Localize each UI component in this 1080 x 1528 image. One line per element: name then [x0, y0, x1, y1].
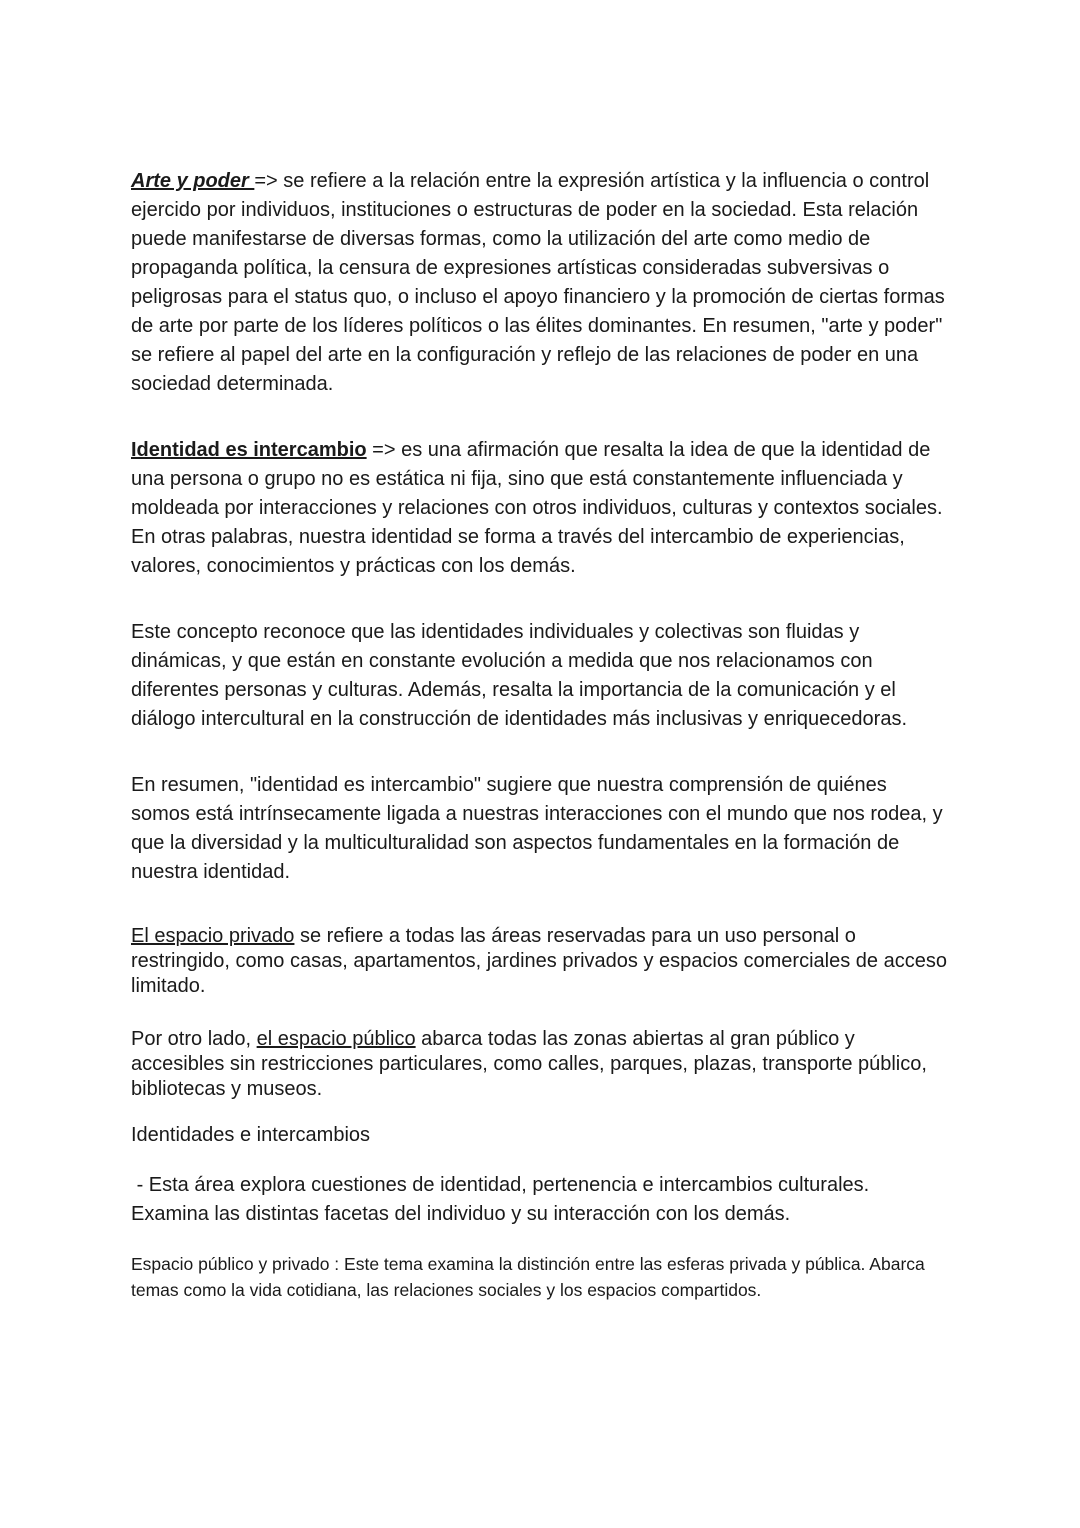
paragraph-area-explora [131, 1171, 951, 1229]
paragraph-concepto [131, 618, 951, 734]
heading-identidades-e-intercambios [131, 1121, 951, 1150]
paragraph-text: se refiere a todas las áreas reservadas para un uso personal o restringido, como casas, apartamentos, jardines privados y espacios comerciales de acceso limitado. [131, 925, 947, 997]
paragraph-text: => se refiere a la relación entre la expresión artística y la influencia o control ejercido por individuos, instituciones o estructuras de poder en la sociedad. Esta relación puede manifestarse de diversas formas, como la utilización del arte como medio de propaganda política, la censura de expresiones artísticas consideradas subversivas o peligrosas para el status quo, o incluso el apoyo financiero y la promoción de ciertas formas de arte por parte de los líderes políticos o las élites dominantes. En resumen, "arte y poder" se refiere al papel del arte en la configuración y reflejo de las relaciones de poder en una sociedad determinada. [131, 170, 945, 395]
paragraph-espacio-privado [131, 924, 951, 999]
paragraph-text: - Esta área explora cuestiones de identidad, pertenencia e intercambios culturales. Examina las distintas facetas del individuo y su interacción con los demás. [131, 1174, 875, 1225]
paragraph-text: Identidades e intercambios [131, 1124, 371, 1146]
paragraph-text: Espacio público y privado : Este tema examina la distinción entre las esferas privada y pública. Abarca temas como la vida cotidiana, las relaciones sociales y los espacios compartidos. [131, 1254, 925, 1300]
paragraph-prefix: Por otro lado, [131, 1028, 257, 1050]
paragraph-espacio-publico [131, 1027, 951, 1102]
term-espacio-privado: El espacio privado [131, 925, 295, 947]
paragraph-text: En resumen, "identidad es intercambio" sugiere que nuestra comprensión de quiénes somos está intrínsecamente ligada a nuestras interacciones con el mundo que nos rodea, y que la diversidad y la multiculturalidad son aspectos fundamentales en la formación de nuestra identidad. [131, 774, 943, 883]
paragraph-espacio-publico-y-privado [131, 1251, 951, 1303]
term-identidad-es-intercambio: Identidad es intercambio [131, 439, 367, 461]
paragraph-text: Este concepto reconoce que las identidades individuales y colectivas son fluidas y dinámicas, y que están en constante evolución a medida que nos relacionamos con diferentes personas y culturas. Además, resalta la importancia de la comunicación y el diálogo intercultural en la construcción de identidades más inclusivas y enriquecedoras. [131, 621, 907, 730]
paragraph-text: abarca todas las zonas abiertas al gran público y accesibles sin restricciones particulares, como calles, parques, plazas, transporte público, bibliotecas y museos. [131, 1028, 927, 1100]
term-espacio-publico: el espacio público [256, 1028, 416, 1050]
paragraph-resumen [131, 771, 951, 887]
paragraph-text: => es una afirmación que resalta la idea de que la identidad de una persona o grupo no es estática ni fija, sino que está constantemente influenciada y moldeada por interacciones y relaciones con otros individuos, culturas y contextos sociales. En otras palabras, nuestra identidad se forma a través del intercambio de experiencias, valores, conocimientos y prácticas con los demás. [131, 439, 943, 577]
paragraph-identidad-es-intercambio [131, 436, 951, 581]
paragraph-arte-y-poder [131, 167, 951, 399]
term-arte-y-poder: Arte y poder [131, 170, 255, 192]
document-page [131, 167, 951, 1303]
